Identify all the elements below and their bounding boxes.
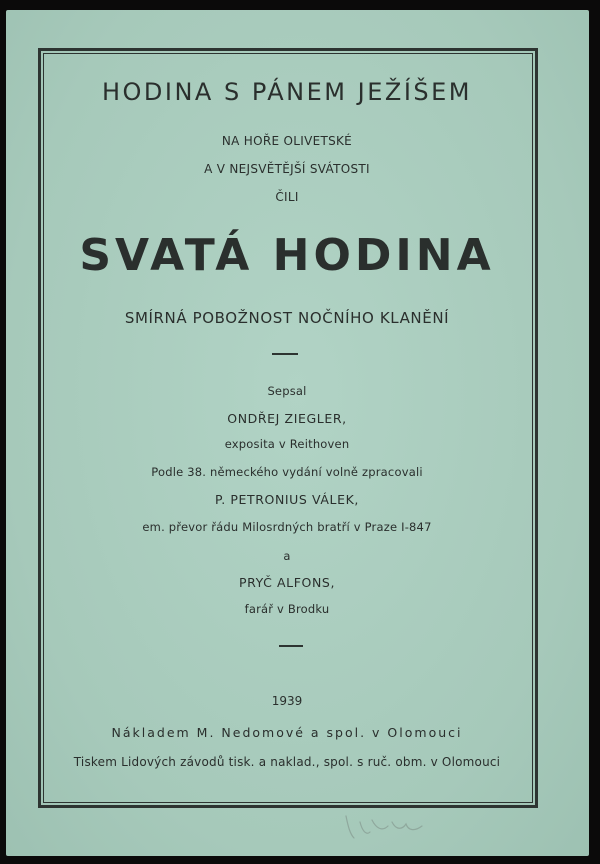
publication-year: 1939 bbox=[271, 694, 303, 708]
translation-note: Podle 38. německého vydání volně zpracovali bbox=[151, 465, 423, 479]
author-name: ONDŘEJ ZIEGLER, bbox=[227, 411, 347, 426]
translator-2-role: farář v Brodku bbox=[244, 602, 330, 616]
sepsal-label: Sepsal bbox=[267, 384, 307, 398]
divider-rule-top bbox=[272, 353, 298, 355]
tagline: SMÍRNÁ POBOŽNOST NOČNÍHO KLANĚNÍ bbox=[124, 309, 450, 327]
translator-2-name: PRYČ ALFONS, bbox=[238, 575, 336, 590]
pencil-mark bbox=[342, 808, 432, 844]
translator-1-role: em. převor řádu Milosrdných bratří v Praze I-847 bbox=[142, 520, 432, 534]
divider-rule-bottom bbox=[279, 645, 303, 647]
translator-1-name: P. PETRONIUS VÁLEK, bbox=[215, 492, 359, 507]
top-title: HODINA S PÁNEM JEŽÍŠEM bbox=[101, 78, 473, 106]
author-role: exposita v Reithoven bbox=[224, 437, 350, 451]
main-title: SVATÁ HODINA bbox=[79, 230, 495, 281]
subtitle-line-2: A V NEJSVĚTĚJŠÍ SVÁTOSTI bbox=[204, 162, 370, 176]
conjunction: a bbox=[283, 549, 291, 563]
subtitle-line-3: ČILI bbox=[275, 190, 299, 204]
printer-line: Tiskem Lidových závodů tisk. a naklad., spol. s ruč. obm. v Olomouci bbox=[73, 755, 501, 769]
subtitle-line-1: NA HOŘE OLIVETSKÉ bbox=[221, 134, 353, 148]
publisher-line: Nákladem M. Nedomové a spol. v Olomouci bbox=[111, 725, 463, 740]
